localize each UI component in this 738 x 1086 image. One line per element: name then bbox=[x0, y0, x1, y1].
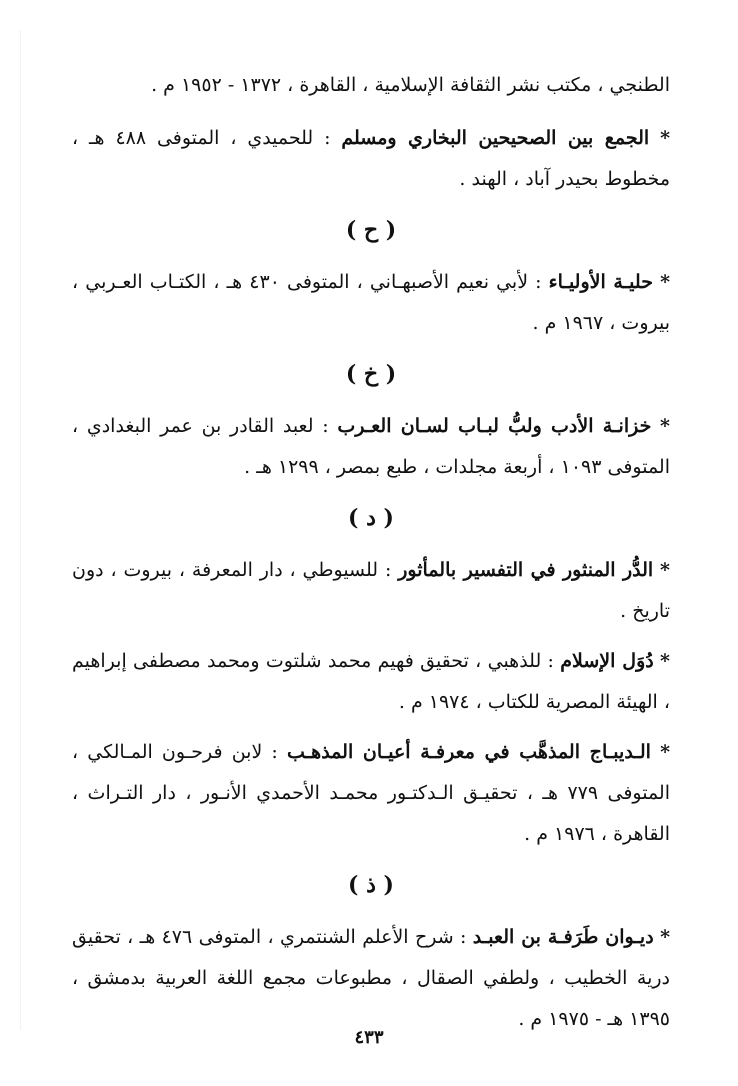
entry-details: : لابن فرحـون المـالكي ، المتوفى ٧٧٩ هـ ، تحقيـق الـدكتـور محمـد الأحمدي الأنـور ، دار التـراث ، القاهرة ، ١٩٧٦ م . bbox=[72, 741, 671, 845]
section-dal bbox=[72, 498, 670, 855]
section-heading: ( خ ) bbox=[345, 361, 397, 387]
entry-asterisk: * bbox=[660, 926, 670, 948]
entry-details: : لعبد القادر بن عمر البغدادي ، المتوفى ١٠٩٣ ، أربعة مجلدات ، طبع بمصر ، ١٢٩٩ هـ . bbox=[72, 415, 670, 478]
entry-title: حليـة الأوليـاء bbox=[548, 271, 653, 293]
bibliography-entry bbox=[72, 550, 670, 632]
entry-title: دُوَل الإسلام bbox=[560, 650, 654, 672]
bibliography-entry bbox=[72, 406, 670, 488]
bibliography-entry bbox=[72, 917, 670, 1040]
entry-asterisk: * bbox=[660, 650, 670, 672]
entry-details: : للحميدي ، المتوفى ٤٨٨ هـ ، مخطوط بحيدر آباد ، الهند . bbox=[72, 127, 670, 190]
section-heading: ( ح ) bbox=[345, 217, 397, 243]
bibliography-entry bbox=[72, 262, 670, 344]
page-edge-shadow bbox=[20, 30, 21, 1030]
continued-entry-line: الطنجي ، مكتب نشر الثقافة الإسلامية ، القاهرة ، ١٣٧٢ - ١٩٥٢ م . bbox=[151, 74, 670, 96]
section-thal bbox=[72, 865, 670, 1040]
section-heading: ( ذ ) bbox=[348, 872, 394, 898]
entry-asterisk: * bbox=[660, 559, 670, 581]
section-untitled bbox=[72, 118, 670, 200]
section-haa bbox=[72, 210, 670, 344]
entry-title: الدُّر المنثور في التفسير بالمأثور bbox=[398, 559, 654, 581]
entry-details: : لأبي نعيم الأصبهـاني ، المتوفى ٤٣٠ هـ ، الكتـاب العـربي ، بيروت ، ١٩٦٧ م . bbox=[72, 271, 670, 334]
bibliography-entry bbox=[72, 118, 670, 200]
entry-details: : شرح الأعلم الشنتمري ، المتوفى ٤٧٦ هـ ، تحقيق درية الخطيب ، ولطفي الصقال ، مطبوعات مجمع اللغة العربية بدمشق ، ١٣٩٥ هـ - ١٩٧٥ م . bbox=[72, 926, 670, 1030]
entry-asterisk: * bbox=[660, 127, 670, 149]
section-khaa bbox=[72, 354, 670, 488]
entry-asterisk: * bbox=[660, 741, 671, 763]
entry-title: ديـوان طَرَفـة بن العبـد bbox=[472, 926, 654, 948]
bibliography-entry bbox=[72, 732, 670, 855]
document-page bbox=[72, 62, 670, 1056]
entry-asterisk: * bbox=[660, 271, 670, 293]
entry-title: خزانـة الأدب ولبُّ لبـاب لسـان العـرب bbox=[337, 415, 652, 437]
bibliography-entry bbox=[72, 641, 670, 723]
entry-asterisk: * bbox=[660, 415, 670, 437]
entry-title: الجمع بين الصحيحين البخاري ومسلم bbox=[341, 127, 650, 149]
entry-details: : للسيوطي ، دار المعرفة ، بيروت ، دون تاريخ . bbox=[72, 559, 670, 622]
entry-title: الـديبـاج المذهَّب في معرفـة أعيـان المذهـب bbox=[286, 741, 651, 763]
section-heading: ( د ) bbox=[348, 505, 394, 531]
entry-details: : للذهبي ، تحقيق فهيم محمد شلتوت ومحمد مصطفى إبراهيم ، الهيئة المصرية للكتاب ، ١٩٧٤ م . bbox=[72, 650, 670, 713]
page-number: ٤٣٣ bbox=[354, 1027, 384, 1048]
